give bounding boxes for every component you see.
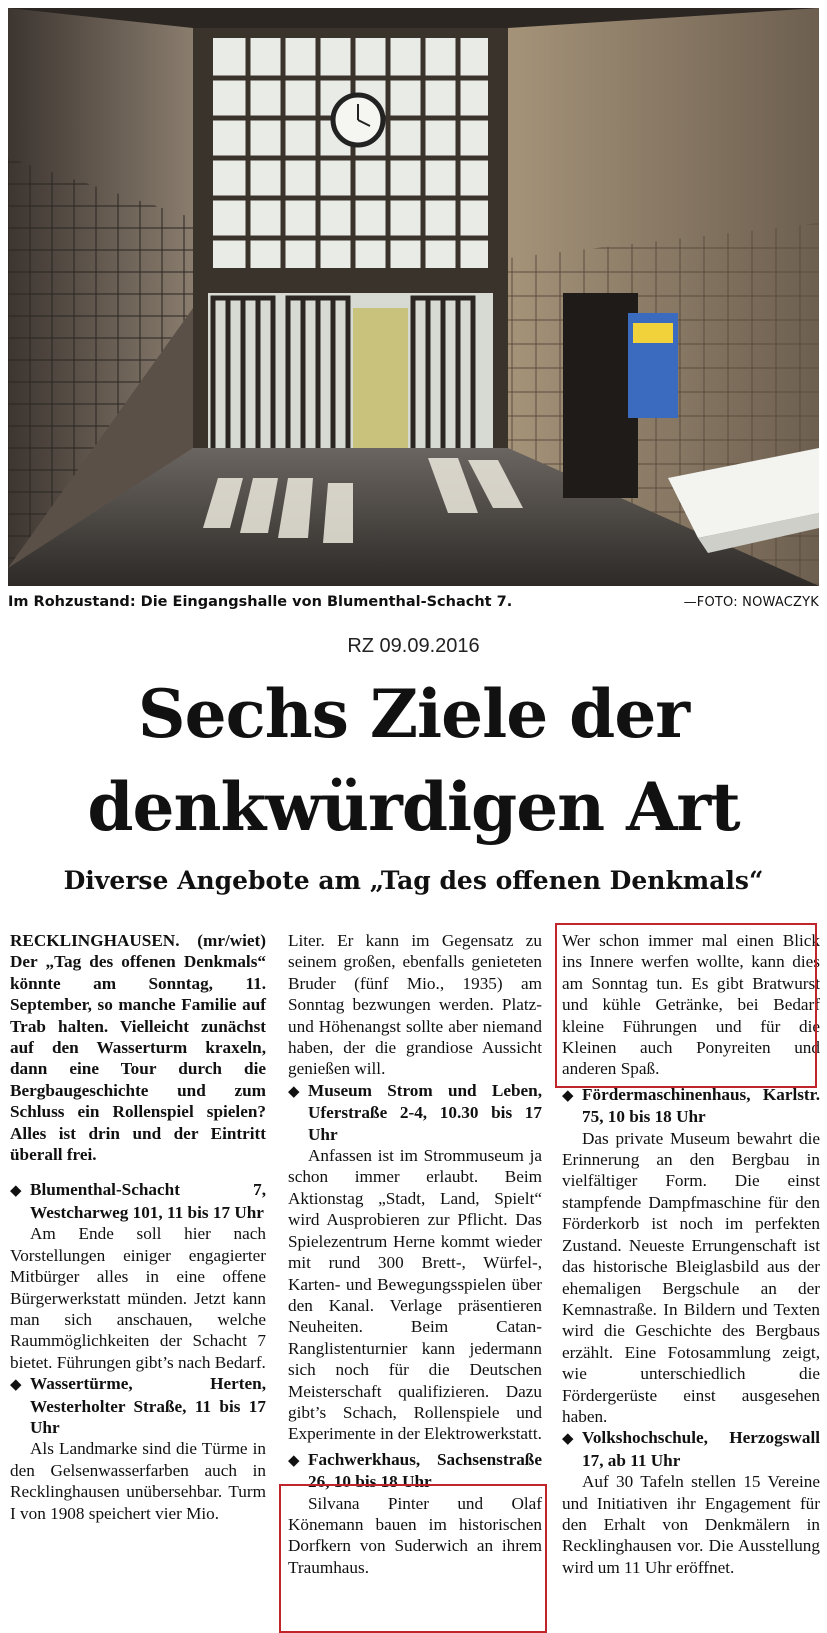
entrance-hall-photo	[8, 8, 819, 586]
section-heading-foerdermaschinenhaus	[562, 1084, 820, 1128]
caption-text: Im Rohzustand: Die Eingangshalle von Blumenthal-Schacht 7.	[8, 594, 513, 610]
lead-text: (mr/wiet) Der „Tag des offenen Denkmals“ könnte am Sonntag, 11. September, so manche Familie auf Trab halten. Vielleicht zunächst auf den Wasserturm kraxeln, dann eine Tour durch die Bergbaugeschichte und zum Schluss ein Rollenspiel spielen? Alles ist drin und der Eintritt überall frei.	[10, 931, 266, 1165]
section-text-fachwerkhaus: Silvana Pinter und Olaf Könemann bauen im historischen Dorfkern von Suderwich an ihrem Traumhaus.	[288, 1493, 542, 1577]
section-heading-wassertuerme	[10, 1373, 266, 1438]
section-heading-text: Fördermaschinenhaus, Karlstr. 75, 10 bis 18 Uhr	[582, 1084, 820, 1127]
diamond-bullet-icon: ◆	[10, 1375, 22, 1394]
section-text-foerdermaschinenhaus: Das private Museum bewahrt die Erinnerung an den Bergbau in vielfältiger Form. Die einst stampfende Dampfmaschine für den Förderkorb ist noch im perfekten Zustand. Neueste Errungenschaft ist das historische Bleiglasbild aus der ehemaligen Bergschule an der Kemnastraße. In Bildern und Texten wird die Geschichte des Bergbaus erzählt. Eine Fotosammlung zeigt, wie unterschiedlich die Fördergerüste einst ausgesehen haben.	[562, 1128, 820, 1426]
diamond-bullet-icon: ◆	[10, 1181, 22, 1200]
diamond-bullet-icon: ◆	[288, 1081, 300, 1100]
section-text-volkshochschule: Auf 30 Tafeln stellen 15 Vereine und Initiativen ihr Engagement für den Erhalt von Denkmälern in Recklinghausen vor. Die Ausstellung wird um 11 Uhr eröffnet.	[562, 1472, 820, 1577]
subheadline: Diverse Angebote am „Tag des offenen Denkmals“	[63, 866, 764, 895]
section-heading-volkshochschule	[562, 1427, 820, 1471]
section-heading-text: Blumenthal-Schacht 7, Westcharweg 101, 11 bis 17 Uhr	[30, 1180, 266, 1222]
section-heading-text: Wassertürme, Herten, Westerholter Straße, 11 bis 17 Uhr	[30, 1374, 266, 1437]
section-heading-strommuseum	[288, 1080, 542, 1145]
photo-credit: —FOTO: NOWACZYK	[683, 595, 819, 610]
section-heading-text: Museum Strom und Leben, Uferstraße 2-4, 10.30 bis 17 Uhr	[308, 1080, 542, 1144]
section-heading-blumenthal	[10, 1179, 266, 1223]
section-heading-text: Volkshochschule, Herzogswall 17, ab 11 Uhr	[582, 1428, 820, 1470]
section-text-wassertuerme: Als Landmarke sind die Türme in den Gelsenwasserfarben auch in Recklinghausen unübersehbar. Turm I von 1908 speichert vier Mio.	[10, 1439, 266, 1523]
continued-text: Wer schon immer mal einen Blick ins Innere werfen wollte, kann dies am Sonntag tun. Es gibt Bratwurst und kühle Getränke, bei Bedarf kleine Führungen und für die Kleinen auch Ponyreiten und anderen Spaß.	[562, 931, 820, 1079]
highlight-box-bottom	[279, 1484, 547, 1633]
headline-line-1: Sechs Ziele der	[137, 675, 690, 753]
highlight-box-top	[555, 923, 817, 1088]
headline	[0, 668, 827, 854]
date-stamp: RZ 09.09.2016	[347, 635, 480, 657]
diamond-bullet-icon: ◆	[562, 1429, 574, 1448]
section-text-strommuseum: Anfassen ist im Strommuseum ja schon immer erlaubt. Beim Aktionstag „Stadt, Land, Spielt“ wird Ausprobieren zur Pflicht. Das Spielezentrum Herne kommt wieder mit rund 300 Brett-, Würfel-, Karten- und Bewegungsspielen über den Kanal. Verlage präsentieren Neuheiten. Beim Catan-Ranglistenturnier kann jedermann sich noch für die Deutschen Meisterschaft qualifizieren. Dazu gibt’s Schach, Rollenspiele und Experimente in der Elektrowerkstatt.	[288, 1146, 542, 1444]
diamond-bullet-icon: ◆	[562, 1085, 574, 1104]
diamond-bullet-icon: ◆	[288, 1450, 300, 1469]
article-column-2	[288, 930, 542, 1578]
section-heading-text: Fachwerkhaus, Sachsenstraße 26, 10 bis 18 Uhr	[308, 1449, 542, 1492]
photo-caption	[8, 591, 819, 615]
section-text-blumenthal: Am Ende soll hier nach Vorstellungen einiger engagierter Mitbürger alles in eine offene Bürgerwerkstatt münden. Jetzt kann man sich anschauen, welche Raummöglichkeiten der Schacht 7 bietet. Führungen gibt’s nach Bedarf.	[10, 1224, 266, 1372]
lead-paragraph	[10, 930, 266, 1165]
headline-line-2: denkwürdigen Art	[87, 768, 740, 846]
dateline: RECKLINGHAUSEN.	[10, 931, 180, 950]
continued-text: Liter. Er kann im Gegensatz zu seinem großen, ebenfalls genieteten Bruder (fünf Mio., 1935) am Sonntag bezwungen werden. Platz- und Höhenangst sollte aber niemand haben, der die grandiose Aussicht genießen will.	[288, 931, 542, 1079]
article-column-1	[10, 930, 266, 1524]
